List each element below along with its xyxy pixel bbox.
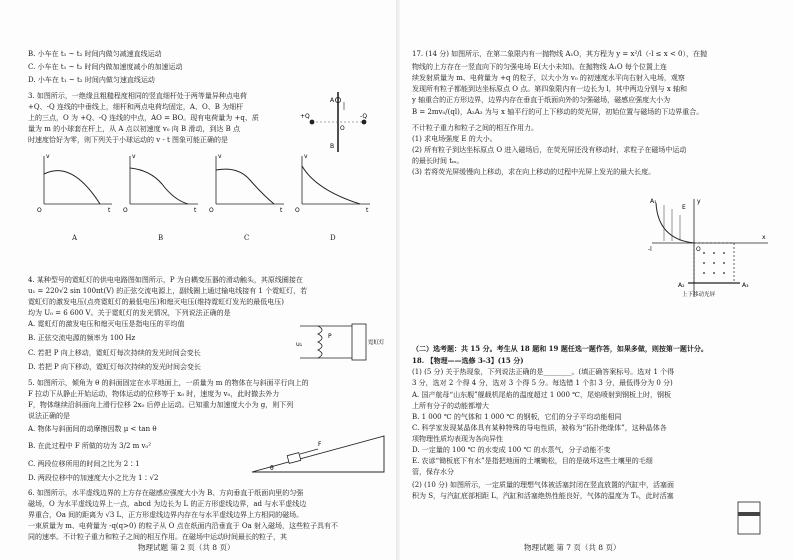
left-line: 3. 如图所示，一绝缘且粗糙程度相同的竖直细杆处于两等量异种点电荷 (28, 92, 247, 100)
right-line: D. 一定量的 100 ℃ 的水变成 100 ℃ 的水蒸气，分子动能不变 (412, 446, 611, 454)
left-line: B. 小车在 t₁ ~ t₂ 时间内做匀减速直线运动 (28, 50, 162, 58)
label-p: P (328, 333, 332, 340)
axis-t-d: t (366, 207, 369, 214)
right-line: 发现所有粒子都能到达坐标原点 O 点。第四象限内有一边长为 l，其中两边分别与 x 轴和 (412, 85, 688, 93)
right-line: 项物理性质均表现为各向异性 (412, 435, 503, 443)
left-line: C. 若把 P 向上移动，霓虹灯每次持续的发光时间会变长 (28, 349, 201, 357)
label-b: B (330, 143, 335, 150)
right-line: 上所有分子的动能都增大 (412, 402, 489, 410)
axis-o-a: O (37, 207, 42, 214)
right-line: (2) 所有粒子到达坐标原点 O 进入磁场后，在荧光屏还没有移动时，求粒子在磁场中运动 (412, 146, 687, 154)
right-line: （二）选考题：共 15 分。考生从 18 题和 19 题任选一题作答，如果多做，则按第一题计分。 (412, 344, 708, 353)
label-u1: u₁ (296, 341, 303, 348)
label-theta: θ (270, 465, 274, 472)
right-line: 物线的上方存在一竖直向下的匀强电场 E(大小未知)。在抛物线 A₁O 每个位置上连 (412, 63, 667, 71)
right-line: (3) 若将荧光屏缓慢向上移动，求在向上移动的过程中光屏上发光的最大长度。 (412, 168, 656, 176)
page-left (28, 0, 388, 560)
figure-q3-charged-rod (298, 88, 378, 156)
page-footer-right: 物理试题 第 7 页（共 8 页） (524, 543, 621, 552)
axis-t-b: t (194, 207, 197, 214)
left-line: 6. 如图所示，水平虚线边界的上方存在磁感应强度大小为 B、方向垂直于纸面向里的匀强 (28, 489, 304, 497)
left-line: 说法正确的是 (28, 412, 70, 420)
right-line: 3 分，选对 2 个得 4 分，选对 3 个得 5 分。每选错 1 个扣 3 分，最低得分为 0 分) (412, 379, 673, 387)
left-line: 5. 如图所示，倾角为 θ 的斜面固定在水平地面上，一质量为 m 的物体在与斜面平行向上的 (28, 379, 309, 387)
label-o: O (340, 125, 345, 132)
left-line: B. 在此过程中 F 所做的功为 3/2 m v₀² (28, 442, 152, 450)
left-line: D. 两段位移中的加速度大小之比为 1∶√2 (28, 474, 159, 482)
left-line: 均为 U₀ = 6 600 V。关于霓虹灯的发光情况，下列说法正确的是 (28, 309, 231, 317)
left-line: 一束质量为 m、电荷量为 -q(q>0) 的粒子从 O 点在纸面内沿垂直于 Oa 射入磁场，这些粒子具有不 (28, 522, 338, 530)
right-line: C. 科学家发现某晶体具有某种特殊的导电性质，被称为“拓扑绝缘体”，这种晶体各 (412, 424, 667, 432)
label-a3: A₃ (742, 282, 749, 289)
label-plus-q: +Q (300, 113, 310, 120)
right-line: A. 国产航母“山东舰”舰载机尾焰的温度超过 1 000 ℃，尾焰喷射到钢板上时，钢板 (412, 391, 671, 399)
axis-v-c: v (218, 153, 222, 160)
page-footer-left: 物理试题 第 2 页（共 8 页） (138, 543, 235, 552)
right-line: 17. (14 分) 如图所示，在第二象限内有一抛物线 A₁O，其方程为 y = x²/l（-l ≤ x < 0），在抛 (412, 50, 707, 58)
left-line: F，物体继续沿斜面向上滑行位移 2x₀ 后停止运动。已知重力加速度大小为 g，则下列 (28, 401, 294, 409)
right-line: B. 1 000 ℃ 的气体和 1 000 ℃ 的钢板，它们的分子平均动能相同 (412, 413, 622, 421)
left-line: D. 若把 P 向下移动，霓虹灯每次持续的发光时间会变长 (28, 363, 201, 371)
figure-q3-vt-graphs (36, 150, 376, 220)
axis-v-d: v (304, 153, 308, 160)
left-line: 量为 m 的小球套在杆上，从 A 点以初速度 v₀ 向 B 滑动，到达 B 点 (28, 125, 240, 133)
axis-t-a: t (108, 207, 111, 214)
left-line: 界重合，Oa 间的距离为 √3 L，正方形虚线边界内存在与水平虚线边界上方相同的磁场。 (28, 511, 304, 519)
left-line: F 拉动下从静止开始运动，物体运动的位移等于 x₀ 时，速度为 v₀，此时撤去外力 (28, 390, 280, 398)
label-a1: A₁ (650, 198, 657, 205)
label-y: y (697, 198, 701, 205)
right-line: 18. 【物理——选修 3-3】(15 分) (412, 356, 524, 365)
label-e: E (682, 204, 686, 211)
vt-graph-c (209, 153, 284, 214)
right-line: 续发射质量为 m、电荷量为 +q 的粒子，以大小为 v₀ 的初速度水平向右射入电场，观察 (412, 74, 685, 82)
figure-q18-cylinder (734, 500, 764, 536)
right-line: 的最长时间 tₘ。 (412, 157, 464, 165)
axis-t-c: t (280, 207, 283, 214)
right-line: 积为 S，与汽缸底部相距 L，汽缸和活塞绝热性能良好，气体的温度为 T₀，此时活塞 (412, 492, 674, 500)
graph-letter-a: A (72, 234, 78, 242)
axis-o-d: O (295, 207, 300, 214)
axis-v-a: v (46, 153, 50, 160)
vt-graph-b (123, 153, 198, 214)
figure-q5-incline (248, 426, 388, 476)
left-line: B. 正弦交流电源的频率为 100 Hz (28, 334, 136, 342)
label-minus-q: -Q (360, 113, 368, 120)
axis-v-b: v (132, 153, 136, 160)
vt-graph-d (295, 153, 370, 214)
left-line: 时速度恰好为零，则下列关于小球运动的 v - t 图象可能正确的是 (28, 136, 229, 144)
page-right (412, 0, 772, 560)
graph-letter-c: C (244, 234, 250, 242)
left-line: C. 小车在 t₁ ~ t₂ 时间内做加速度减小的加速运动 (28, 63, 183, 71)
left-line: +Q、-Q 连线的中垂线上，细杆和两点电荷均固定，A、O、B 为细杆 (28, 103, 244, 111)
right-line: B = 2mv₀/(ql)，A₂A₃ 为与 x 轴平行的可上下移动的荧光屏，初始位置与磁场的下边界重合。 (412, 108, 704, 116)
left-line: 上的三点，O 为 +Q、-Q 连线的中点，AO = BO。现有电荷量为 +q、质 (28, 114, 259, 122)
left-line: C. 两段位移所用的时间之比为 2∶1 (28, 460, 140, 468)
left-line: A. 物体与斜面间的动摩擦因数 μ < tan θ (28, 425, 157, 433)
figure-q17-field-diagram (644, 195, 774, 299)
left-line: 同的速率。不计粒子重力和粒子之间的相互作用。在磁场中运动时间最长的粒子，其 (28, 533, 287, 541)
graph-letter-b: B (158, 234, 164, 242)
vt-graph-a (37, 153, 112, 214)
label-a: A (330, 97, 335, 104)
axis-o-b: O (123, 207, 128, 214)
left-line: 磁场，O 为水平虚线边界上一点，abcd 为边长为 L 的正方形虚线边界，ad 与水平虚线边 (28, 500, 307, 508)
caption-moving-screen: 上下移动光屏 (682, 292, 716, 298)
left-line: 4. 某种型号的霓虹灯的供电电路图如图所示，P 为自耦变压器的滑动触头，其原线圈接在 (28, 276, 303, 284)
right-line: y 轴重合的正方形边界，边界内存在垂直于纸面向外的匀强磁场，磁感应强度大小为 (412, 96, 671, 104)
right-line: (1) (5 分) 关于热现象，下列说法正确的是________。(填正确答案标号。选对 1 个得 (412, 368, 675, 376)
axis-o-c: O (209, 207, 214, 214)
label-neon-lamp: 霓虹灯 (368, 340, 385, 346)
right-line: 不计粒子重力和粒子之间的相互作用力。 (412, 124, 538, 132)
left-line: 霓虹灯的激发电压(点亮霓虹灯的最低电压)和熄灭电压(维持霓虹灯发光的最低电压) (28, 298, 284, 306)
label-a2: A₂ (678, 282, 685, 289)
left-line: A. 霓虹灯的激发电压和熄灭电压是指电压的平均值 (28, 320, 185, 328)
left-line: D. 小车在 t₁ ~ t₂ 时间内做匀速直线运动 (28, 76, 155, 84)
label-x: x (762, 234, 766, 241)
right-line: E. 农谚“锄板底下有水”是指把地面的土壤锄松，目的是破坏这些土壤里的毛细 (412, 457, 653, 465)
right-line: 管，保存水分 (412, 468, 454, 476)
right-line: (1) 求电场强度 E 的大小。 (412, 135, 497, 143)
label-o: O (696, 246, 701, 253)
label-minus-l: -l (648, 246, 652, 253)
label-f: F (318, 441, 322, 448)
figure-q4-transformer (296, 318, 386, 370)
right-line: (2) (10 分) 如图所示，一定质量的理想气体被活塞封闭在竖直放置的汽缸中，活塞面 (412, 481, 674, 489)
page-gutter (396, 0, 400, 560)
graph-letter-d: D (330, 234, 336, 242)
left-line: u₁ = 220√2 sin 100πt(V) 的正弦交流电源上，副线圈上通过输电线接有 1 个霓虹灯，若 (28, 287, 308, 295)
